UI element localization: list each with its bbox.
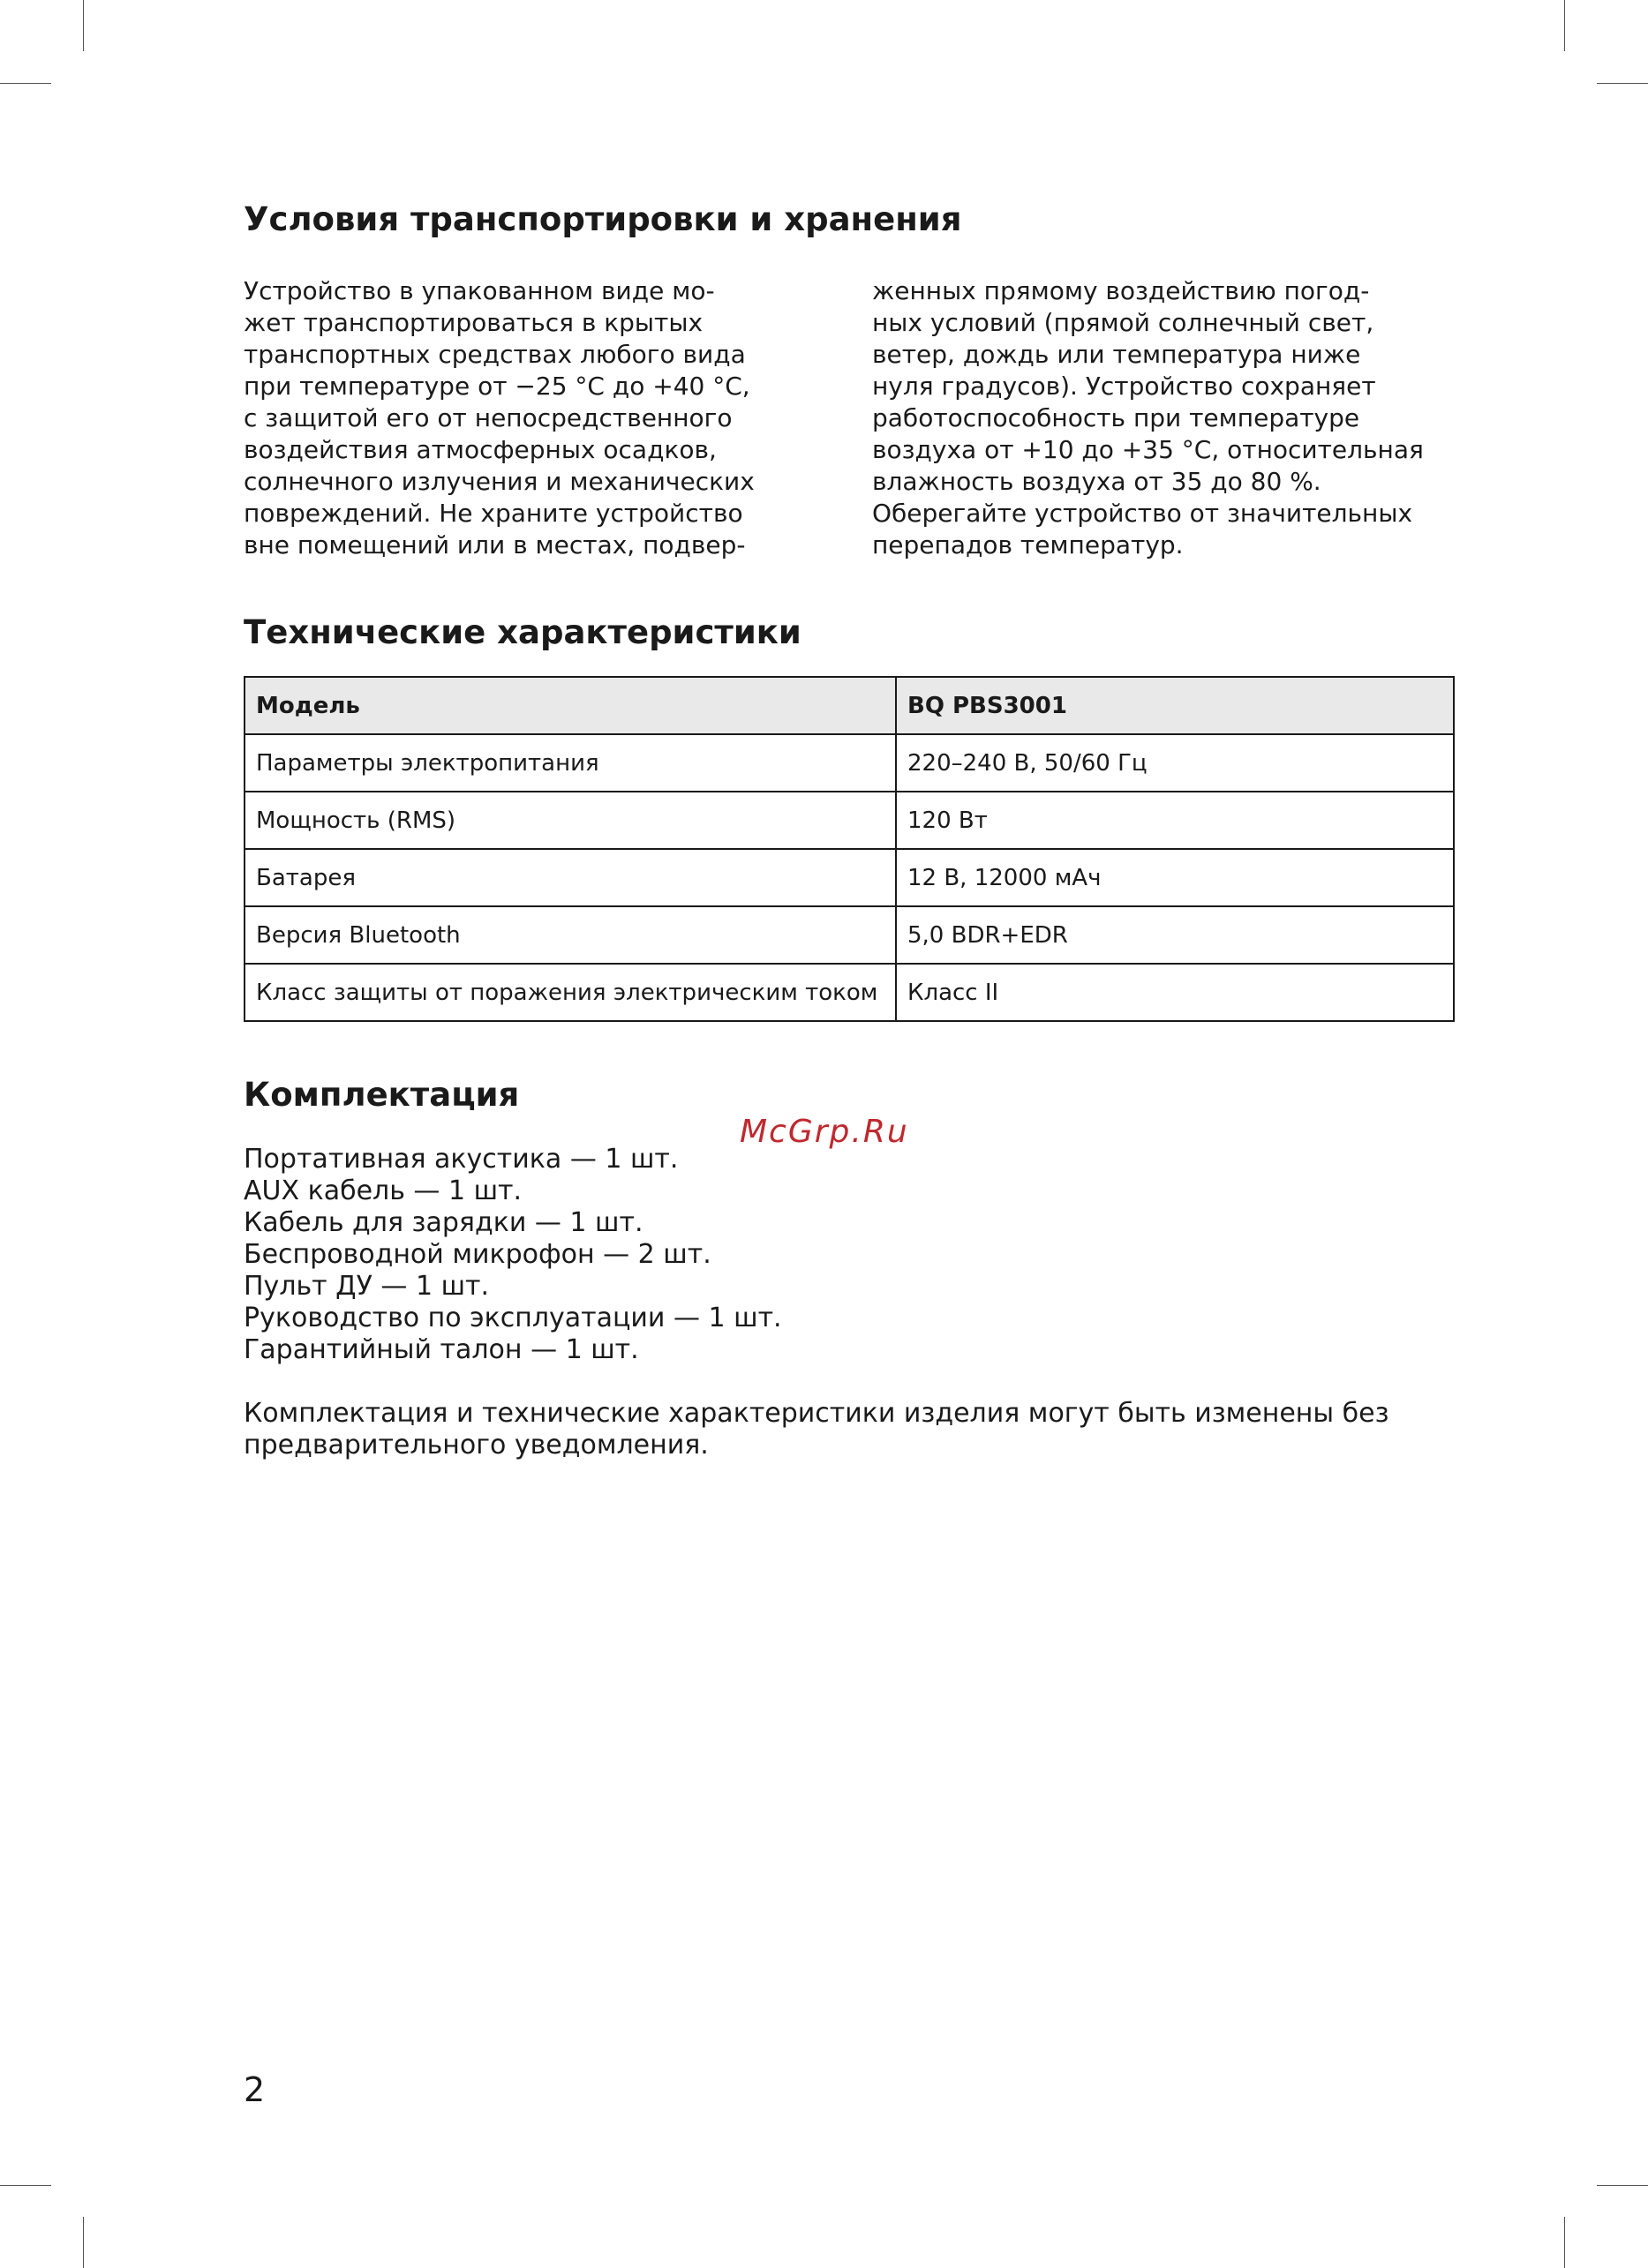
watermark-text: McGrp.Ru — [740, 1114, 909, 1150]
transport-text-line: влажность воздуха от 35 до 80 %. — [872, 467, 1321, 496]
transport-text-line: вне помещений или в местах, подвер- — [244, 530, 746, 559]
specs-table-row — [245, 849, 1454, 906]
transport-text-line: с защитой его от непосредственного — [244, 403, 733, 432]
transport-text-line: солнечного излучения и механических — [244, 467, 755, 496]
kit-section-title: Комплектация — [244, 1076, 520, 1114]
transport-text-right-column — [872, 275, 1455, 561]
specs-value-cell: BQ PBS3001 — [896, 677, 1454, 734]
crop-mark-bottom-left-v — [83, 2217, 84, 2268]
specs-table-header-row — [245, 677, 1454, 734]
transport-text-left-column — [244, 275, 809, 561]
transport-text-line: ветер, дождь или температура ниже — [872, 340, 1361, 369]
transport-text-line: при температуре от −25 °С до +40 °С, — [244, 372, 750, 401]
transport-text-line: нуля градусов). Устройство сохраняет — [872, 372, 1376, 401]
crop-mark-bottom-right-v — [1564, 2217, 1565, 2268]
kit-list-item: AUX кабель — 1 шт. — [244, 1175, 523, 1206]
specs-value-cell: Класс II — [896, 964, 1454, 1021]
kit-change-notice-line: Комплектация и технические характеристики изделия могут быть изменены без — [244, 1398, 1389, 1429]
transport-text-line: перепадов температур. — [872, 530, 1184, 559]
transport-text-line: Оберегайте устройство от значительных — [872, 499, 1413, 528]
crop-mark-bottom-right-h — [1597, 2185, 1648, 2186]
kit-list-item: Руководство по эксплуатации — 1 шт. — [244, 1303, 782, 1333]
crop-mark-top-left-h — [0, 83, 51, 84]
transport-text-line: ных условий (прямой солнечный свет, — [872, 308, 1374, 337]
specs-value-cell: 5,0 BDR+EDR — [896, 906, 1454, 964]
kit-list-item: Кабель для зарядки — 1 шт. — [244, 1207, 643, 1238]
specs-param-cell: Модель — [245, 677, 896, 734]
specs-section-title: Технические характеристики — [244, 613, 801, 651]
kit-change-notice — [244, 1398, 1455, 1461]
kit-list-item: Пульт ДУ — 1 шт. — [244, 1271, 490, 1302]
crop-mark-top-right-v — [1564, 0, 1565, 51]
specs-param-cell: Мощность (RMS) — [245, 792, 896, 849]
kit-list-item: Гарантийный талон — 1 шт. — [244, 1334, 639, 1365]
specs-table-row — [245, 906, 1454, 964]
transport-text-line: воздействия атмосферных осадков, — [244, 435, 717, 464]
specs-param-cell: Батарея — [245, 849, 896, 906]
crop-mark-bottom-left-h — [0, 2185, 51, 2186]
specs-param-cell: Параметры электропитания — [245, 734, 896, 792]
specs-param-cell: Версия Bluetooth — [245, 906, 896, 964]
kit-list — [244, 1144, 1455, 1366]
crop-mark-top-right-h — [1597, 83, 1648, 84]
page-content — [244, 199, 1455, 1461]
transport-text-line: воздуха от +10 до +35 °С, относительная — [872, 435, 1424, 464]
transport-section-title: Условия транспортировки и хранения — [244, 200, 962, 238]
transport-text-line: Устройство в упакованном виде мо- — [244, 276, 715, 305]
specs-value-cell: 12 В, 12000 мАч — [896, 849, 1454, 906]
specs-table-row — [245, 964, 1454, 1021]
transport-text-line: транспортных средствах любого вида — [244, 340, 746, 369]
kit-list-item: Портативная акустика — 1 шт. — [244, 1144, 679, 1175]
specs-table-row — [245, 792, 1454, 849]
transport-text-line: женных прямому воздействию погод- — [872, 276, 1370, 305]
page-number: 2 — [244, 2070, 266, 2109]
specs-table-row — [245, 734, 1454, 792]
transport-text-line: работоспособность при температуре — [872, 403, 1360, 432]
specs-value-cell: 120 Вт — [896, 792, 1454, 849]
crop-mark-top-left-v — [83, 0, 84, 51]
kit-list-item: Беспроводной микрофон — 2 шт. — [244, 1239, 711, 1270]
specs-value-cell: 220–240 В, 50/60 Гц — [896, 734, 1454, 792]
specs-param-cell: Класс защиты от поражения электрическим током — [245, 964, 896, 1021]
transport-text-columns — [244, 275, 1455, 561]
transport-text-line: жет транспортироваться в крытых — [244, 308, 704, 337]
transport-text-line: повреждений. Не храните устройство — [244, 499, 743, 528]
specs-table — [244, 676, 1455, 1022]
kit-change-notice-line: предварительного уведомления. — [244, 1430, 709, 1461]
